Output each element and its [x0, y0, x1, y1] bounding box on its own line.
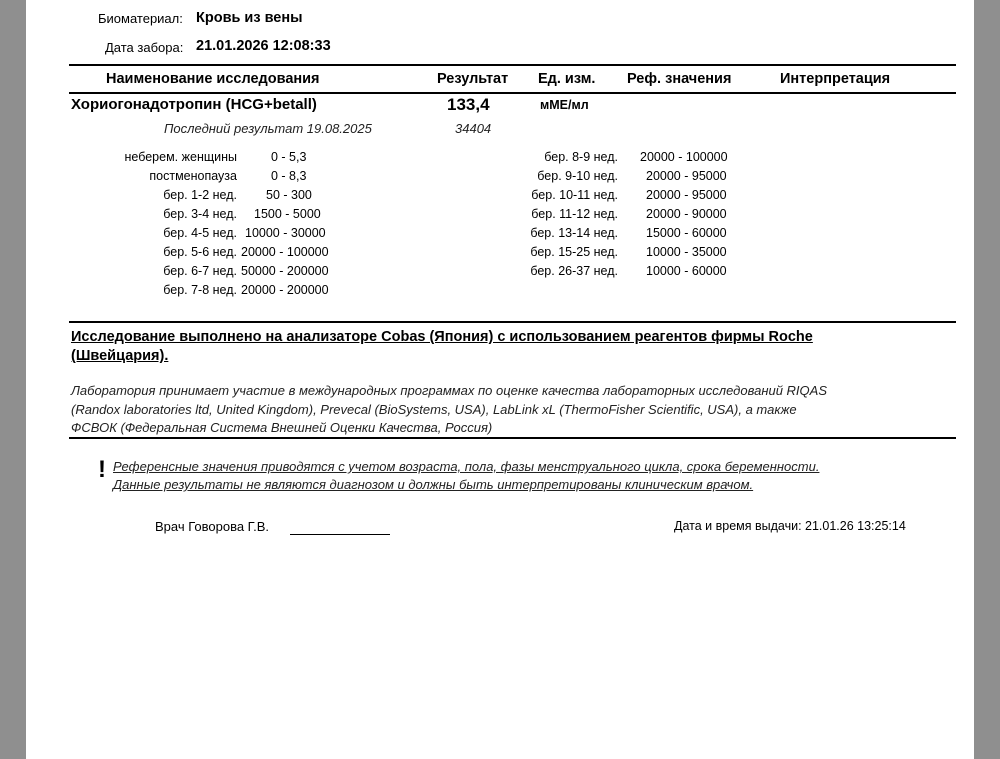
ref-right-range: 20000 - 90000 — [646, 207, 727, 221]
ref-right-label: бер. 11-12 нед. — [531, 207, 618, 221]
quality-note-line: ФСВОК (Федеральная Система Внешней Оценки Качества, Россия) — [71, 420, 493, 435]
ref-right-range: 10000 - 60000 — [646, 264, 727, 278]
collection-date-value: 21.01.2026 12:08:33 — [196, 38, 331, 54]
test-result: 133,4 — [447, 95, 490, 114]
column-header-unit: Ед. изм. — [538, 71, 596, 87]
warning-icon: ! — [98, 456, 106, 483]
column-header-result: Результат — [437, 71, 509, 87]
ref-right-label: бер. 10-11 нед. — [531, 188, 618, 202]
ref-right-range: 10000 - 35000 — [646, 245, 727, 259]
ref-left-label: неберем. женщины — [124, 150, 237, 164]
ref-right-label: бер. 13-14 нед. — [530, 226, 618, 240]
biomaterial-label: Биоматериал: — [98, 11, 183, 26]
ref-right-range: 20000 - 95000 — [646, 188, 727, 202]
issue-datetime: Дата и время выдачи: 21.01.26 13:25:14 — [674, 519, 906, 533]
column-header-reference: Реф. значения — [627, 71, 732, 87]
quality-note-line: (Randox laboratories ltd, United Kingdom), Prevecal (BioSystems, USA), LabLink xL (ThermoFisher Scientific, USA), а также — [71, 402, 797, 417]
test-name: Хориогонадотропин (HCG+betall) — [71, 96, 317, 113]
collection-date-label: Дата забора: — [105, 40, 184, 55]
quality-bottom-rule — [69, 437, 956, 439]
ref-left-range: 20000 - 200000 — [241, 283, 329, 297]
analyzer-note-line: Исследование выполнено на анализаторе Cobas (Япония) с использованием реагентов фирмы Roche — [71, 329, 813, 345]
last-result-label: Последний результат 19.08.2025 — [164, 121, 372, 136]
ref-left-range: 0 - 8,3 — [271, 169, 307, 183]
ref-right-label: бер. 26-37 нед. — [530, 264, 618, 278]
ref-right-range: 15000 - 60000 — [646, 226, 727, 240]
ref-left-label: бер. 5-6 нед. — [163, 245, 237, 259]
ref-right-label: бер. 8-9 нед. — [544, 150, 618, 164]
column-header-interpretation: Интерпретация — [780, 71, 891, 87]
report-page — [26, 0, 974, 759]
ref-right-range: 20000 - 100000 — [640, 150, 728, 164]
ref-left-range: 50 - 300 — [266, 188, 312, 202]
biomaterial-value: Кровь из вены — [196, 10, 303, 26]
table-header-rule — [69, 92, 956, 94]
ref-right-label: бер. 15-25 нед. — [530, 245, 618, 259]
signature-line — [290, 534, 390, 535]
ref-left-label: постменопауза — [149, 169, 237, 183]
doctor-name: Врач Говорова Г.В. — [155, 519, 270, 534]
test-unit: мМЕ/мл — [540, 98, 589, 112]
quality-note-line: Лаборатория принимает участие в международных программах по оценке качества лабораторных исследований RIQAS — [71, 383, 827, 398]
analyzer-note-line: (Швейцария). — [71, 348, 169, 364]
ref-left-label: бер. 6-7 нед. — [163, 264, 237, 278]
table-top-rule — [69, 64, 956, 66]
ref-left-range: 20000 - 100000 — [241, 245, 329, 259]
analyzer-top-rule — [69, 321, 956, 323]
ref-left-range: 1500 - 5000 — [254, 207, 321, 221]
ref-left-label: бер. 3-4 нед. — [163, 207, 237, 221]
ref-right-range: 20000 - 95000 — [646, 169, 727, 183]
warning-note-line: Данные результаты не являются диагнозом и должны быть интерпретированы клиническим врачом. — [113, 477, 754, 492]
ref-left-range: 50000 - 200000 — [241, 264, 329, 278]
ref-left-label: бер. 7-8 нед. — [163, 283, 237, 297]
warning-note-line: Референсные значения приводятся с учетом возраста, пола, фазы менструального цикла, срока беременности. — [113, 459, 820, 474]
ref-left-label: бер. 4-5 нед. — [163, 226, 237, 240]
ref-right-label: бер. 9-10 нед. — [537, 169, 618, 183]
ref-left-label: бер. 1-2 нед. — [163, 188, 237, 202]
column-header-name: Наименование исследования — [106, 71, 320, 87]
ref-left-range: 10000 - 30000 — [245, 226, 326, 240]
last-result-value: 34404 — [455, 121, 492, 136]
ref-left-range: 0 - 5,3 — [271, 150, 307, 164]
